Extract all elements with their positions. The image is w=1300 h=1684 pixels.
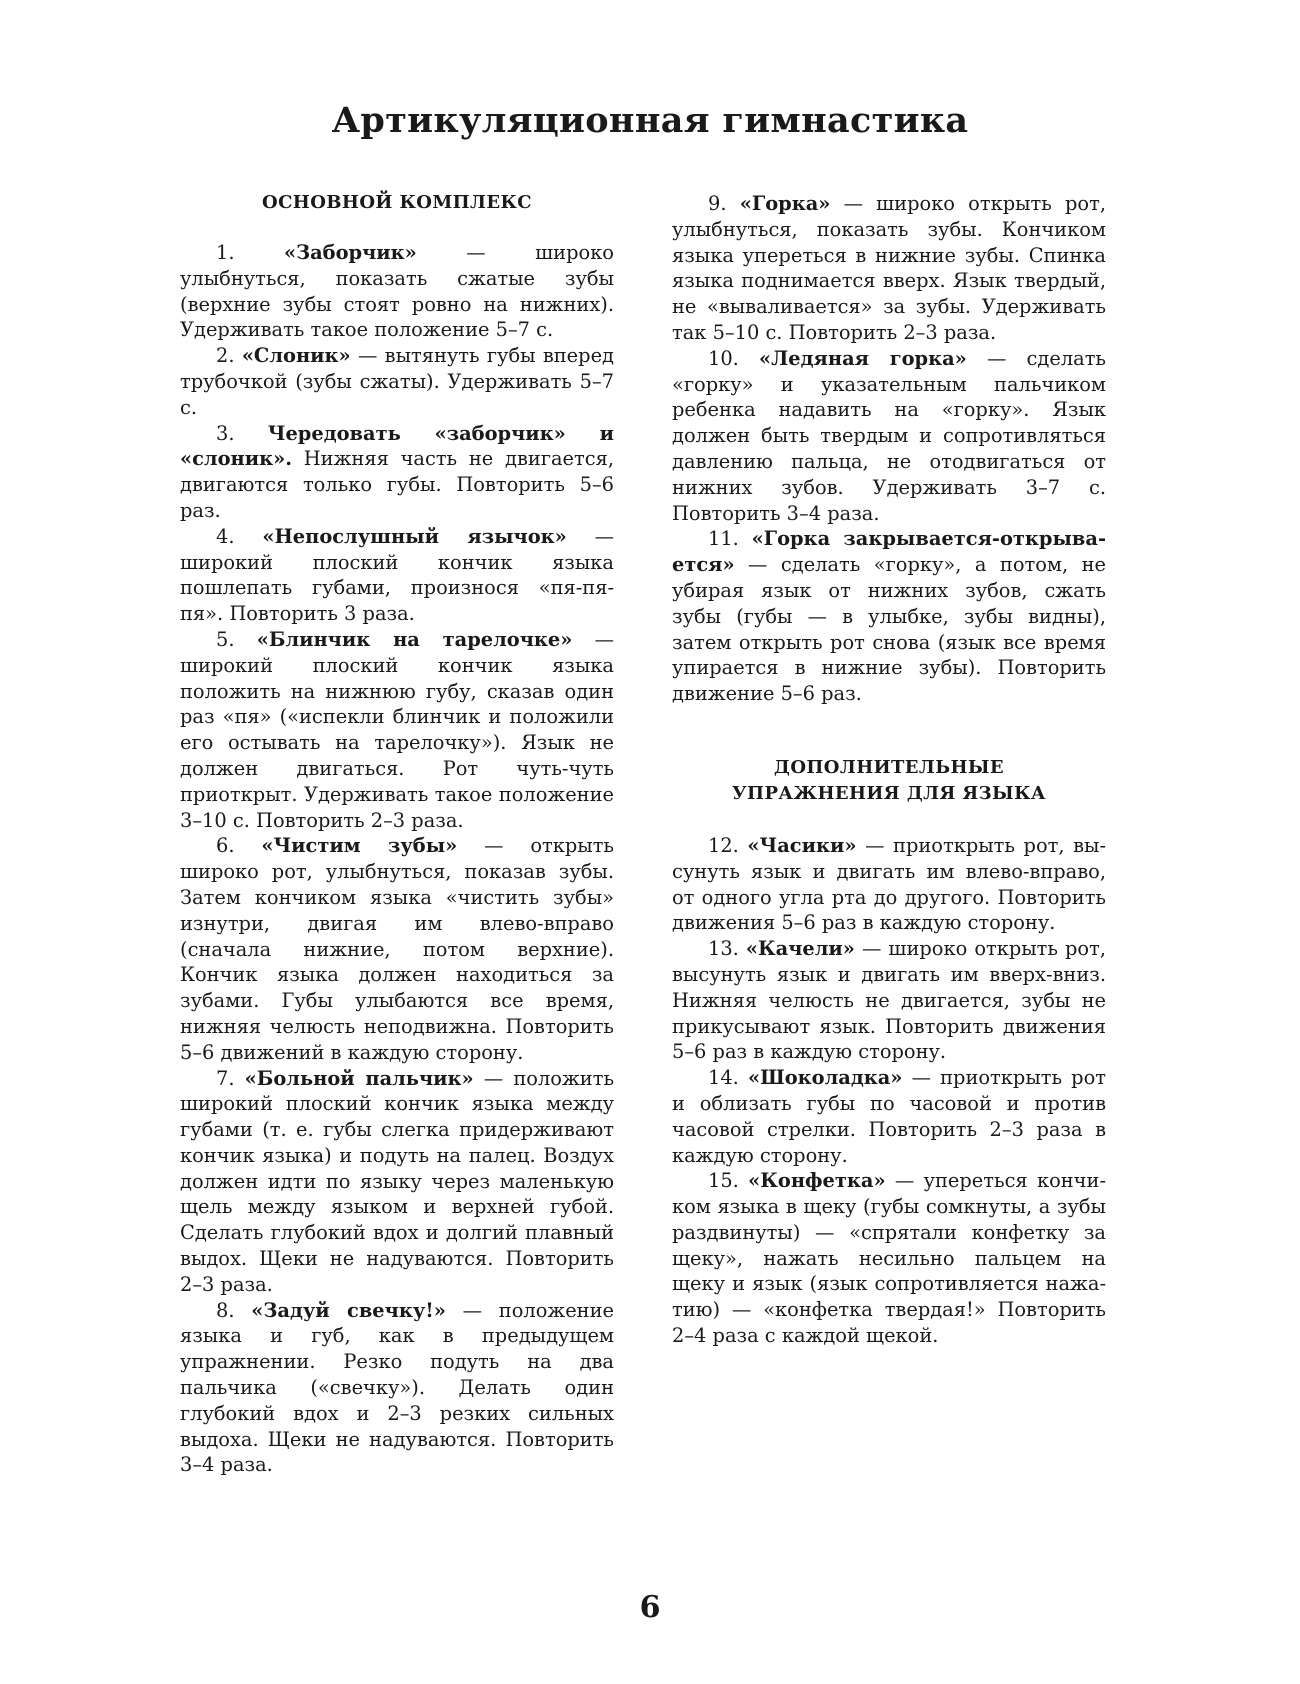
- section-heading-extra-line1: ДОПОЛНИТЕЛЬНЫЕ: [773, 756, 1005, 778]
- page-title: Артикуляционная гимнастика: [331, 100, 969, 141]
- section-heading-extra-line2: УПРАЖНЕНИЯ ДЛЯ ЯЗЫКА: [732, 782, 1046, 804]
- exercise-11: 11. «Горка закрывается-открывается» — сделать «горку», а потом, не убирая язык от нижних зубов, сжать зубы (губы — в улыбке, зубы видны), затем открыть рот снова (язык все время упирается в нижние зубы). Повторить движение 5–6 раз.: [672, 527, 1106, 706]
- section-heading-main: ОСНОВНОЙ КОМПЛЕКС: [262, 192, 532, 213]
- exercise-name: Чередовать «заборчик» и «слоник».: [180, 421, 614, 471]
- exercise-14: 14. «Шоколадка» — приоткрыть рот и облизать губы по часовой и против часовой стрелки. Повторить 2–3 раза в каждую сторону.: [672, 1066, 1106, 1167]
- exercise-name: «Блинчик на тарелочке»: [256, 627, 573, 651]
- exercise-name: «Ледяная горка»: [759, 346, 967, 370]
- exercise-name: «Качели»: [745, 937, 855, 961]
- left-column: [180, 190, 614, 1478]
- exercise-3: 3. Чередовать «заборчик» и «слоник». Нижняя часть не двигается, двигаются только губы. Повторить 5–6 раз.: [180, 421, 614, 522]
- exercise-name: «Заборчик»: [284, 241, 417, 264]
- exercise-2: 2. «Слоник» — вытянуть губы вперед трубочкой (зубы сжаты). Удерживать 5–7 с.: [180, 344, 614, 419]
- exercise-name: «Слоник»: [241, 344, 351, 368]
- exercise-5: 5. «Блинчик на тарелочке» — широкий плоский кончик языка положить на нижнюю губу, сказав один раз «пя» («испекли блинчик и положили его остывать на тарелочку»). Язык не должен двигаться. Рот чуть-чуть приоткрыт. Удерживать такое положение 3–10 с. Повторить 2–3 раза.: [180, 627, 614, 832]
- exercise-name: «Конфетка»: [748, 1169, 886, 1193]
- right-column: [672, 191, 1106, 1349]
- exercise-name: «Непослушный язычок»: [262, 524, 567, 548]
- exercise-8: 8. «Задуй свечку!» — положение языка и губ, как в предыдущем упражнении. Резко подуть на два пальчика («свечку»). Делать один глубокий вдох и 2–3 резких сильных выдоха. Щеки не надуваются. Повторить 3–4 раза.: [180, 1298, 614, 1477]
- exercise-13: 13. «Качели» — широко открыть рот, высунуть язык и двигать им вверх-вниз. Нижняя челюсть не двигается, зубы не прикусывают язык. Повторить движения 5–6 раз в каждую сторону.: [672, 937, 1106, 1064]
- page-number: 6: [639, 1590, 661, 1625]
- exercise-1: 1. «Заборчик» — широко улыбнуться, показать сжатые зубы (верхние зубы стоят ровно на нижних). Удерживать такое положение 5–7 с.: [180, 241, 614, 342]
- exercise-15: 15. «Конфетка» — упереться кончиком языка в щеку (губы сомкнуты, а зубы раздвинуты) — «спрятали конфетку за щеку», нажать несильно пальцем на щеку и язык (язык сопротивляется нажатию) — «конфетка твердая!» Повторить 2–4 раза с каждой щекой.: [672, 1169, 1106, 1348]
- section-heading-extra: [672, 755, 1106, 807]
- exercise-9: 9. «Горка» — широко открыть рот, улыбнуться, показать зубы. Кончиком языка упереться в нижние зубы. Спинка языка поднимается вверх. Язык твердый, не «вываливается» за зубы. Удерживать так 5–10 с. Повторить 2–3 раза.: [672, 192, 1106, 344]
- exercise-name: «Больной пальчик»: [244, 1066, 474, 1090]
- exercise-10: 10. «Ледяная горка» — сделать «горку» и указательным пальчиком ребенка надавить на «горку». Язык должен быть твердым и сопротивляться давлению пальца, не отодвигаться от нижних зубов. Удерживать 3–7 с. Повторить 3–4 раза.: [672, 346, 1106, 525]
- exercise-name: «Шоколадка»: [748, 1066, 903, 1090]
- exercise-name: «Задуй свечку!»: [251, 1298, 446, 1322]
- exercise-12: 12. «Часики» — приоткрыть рот, высунуть язык и двигать им влево-вправо, от одного угла рта до другого. Повторить движения 5–6 раз в каждую сторону.: [672, 833, 1106, 935]
- exercise-6: 6. «Чистим зубы» — открыть широко рот, улыбнуться, показав зубы. Затем кончиком языка «чистить зубы» изнутри, двигая им влево-вправо (сначала нижние, потом верхние). Кончик языка должен находиться за зубами. Губы улыбаются все время, нижняя челюсть неподвижна. Повторить 5–6 движений в каждую сторону.: [180, 834, 614, 1064]
- exercise-4: 4. «Непослушный язычок» — широкий плоский кончик языка пошлепать губами, произнося «пя-пя-пя». Повторить 3 раза.: [180, 524, 614, 626]
- exercise-name: «Чистим зубы»: [261, 834, 458, 858]
- exercise-name: «Горка»: [739, 192, 831, 215]
- exercise-name: «Часики»: [747, 833, 857, 857]
- exercise-7: 7. «Больной пальчик» — положить широкий плоский кончик языка между губами (т. е. губы слегка придерживают кончик языка) и подуть на палец. Воздух должен идти по языку через маленькую щель между языком и верхней губой. Сделать глубокий вдох и долгий плавный выдох. Щеки не надуваются. Повторить 2–3 раза.: [180, 1066, 615, 1296]
- exercise-name: «Горка закрывается-открывается»: [672, 527, 1106, 577]
